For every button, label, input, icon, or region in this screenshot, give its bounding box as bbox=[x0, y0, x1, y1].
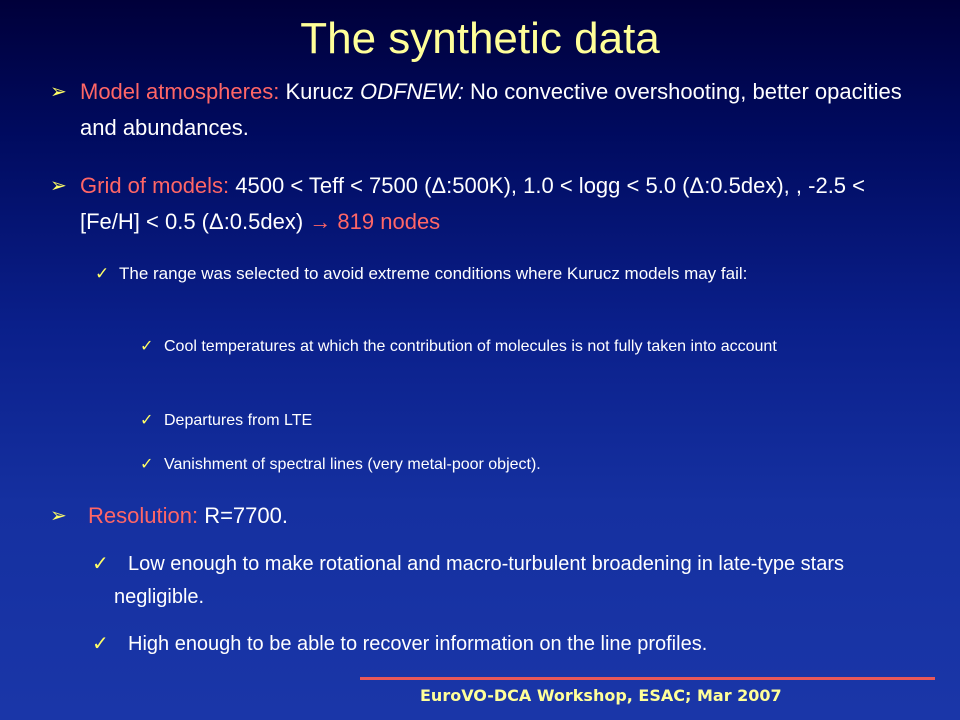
bullet-label: Resolution: bbox=[88, 503, 199, 528]
bullet-resolution bbox=[50, 498, 910, 534]
bullet-label: Model atmospheres: bbox=[80, 79, 280, 104]
sub-bullet-high-enough bbox=[92, 628, 912, 661]
footer-divider bbox=[360, 677, 935, 680]
bullet-grid-of-models bbox=[50, 168, 910, 240]
sub-sub-bullet-text: Cool temperatures at which the contribution of molecules is not fully taken into account bbox=[164, 338, 777, 355]
check-icon: ✓ bbox=[92, 553, 109, 575]
sub-sub-bullet-lte bbox=[140, 407, 915, 435]
bullet-body: 4500 < Teff < 7500 (Δ:500K), 1.0 < logg < 5.0 (Δ:0.5dex), , -2.5 < [Fe/H] < 0.5 (Δ:0.5dex) bbox=[80, 173, 866, 234]
sub-bullet-low-enough bbox=[92, 548, 912, 614]
bullet-body: Kurucz bbox=[279, 79, 361, 104]
sub-sub-bullet-text: Departures from LTE bbox=[164, 412, 313, 429]
nodes-count: 819 nodes bbox=[337, 209, 441, 234]
check-icon: ✓ bbox=[140, 338, 154, 355]
bullet-model-atmospheres bbox=[50, 74, 910, 146]
sub-sub-bullet-vanishment bbox=[140, 451, 915, 479]
check-icon: ✓ bbox=[140, 456, 154, 473]
footer-text: EuroVO-DCA Workshop, ESAC; Mar 2007 bbox=[420, 686, 782, 705]
bullet-text bbox=[80, 168, 910, 240]
bullet-text bbox=[80, 74, 910, 146]
check-icon: ✓ bbox=[140, 412, 154, 429]
bullet-text bbox=[88, 498, 910, 534]
arrow-bullet-icon: ➢ bbox=[50, 81, 67, 103]
right-arrow-icon: → bbox=[309, 209, 332, 234]
bullet-body: R=7700. bbox=[198, 503, 288, 528]
bullet-label: Grid of models: bbox=[80, 173, 230, 198]
sub-bullet-range bbox=[95, 259, 915, 288]
arrow-bullet-icon: ➢ bbox=[50, 175, 67, 197]
bullet-emphasis: ODFNEW: bbox=[360, 79, 464, 104]
check-icon: ✓ bbox=[95, 264, 110, 283]
check-icon: ✓ bbox=[92, 633, 109, 655]
sub-bullet-text: The range was selected to avoid extreme conditions where Kurucz models may fail: bbox=[119, 264, 748, 283]
arrow-bullet-icon: ➢ bbox=[50, 505, 67, 527]
slide-title: The synthetic data bbox=[300, 14, 660, 63]
sub-bullet-text: Low enough to make rotational and macro-turbulent broadening in late-type stars negligible. bbox=[114, 553, 844, 608]
sub-bullet-text: High enough to be able to recover information on the line profiles. bbox=[128, 633, 708, 655]
bullet-body-cont: No convective overshooting, better opacities and abundances. bbox=[80, 79, 902, 140]
sub-sub-bullet-text: Vanishment of spectral lines (very metal-poor object). bbox=[164, 456, 541, 473]
sub-sub-bullet-cool bbox=[140, 333, 915, 361]
